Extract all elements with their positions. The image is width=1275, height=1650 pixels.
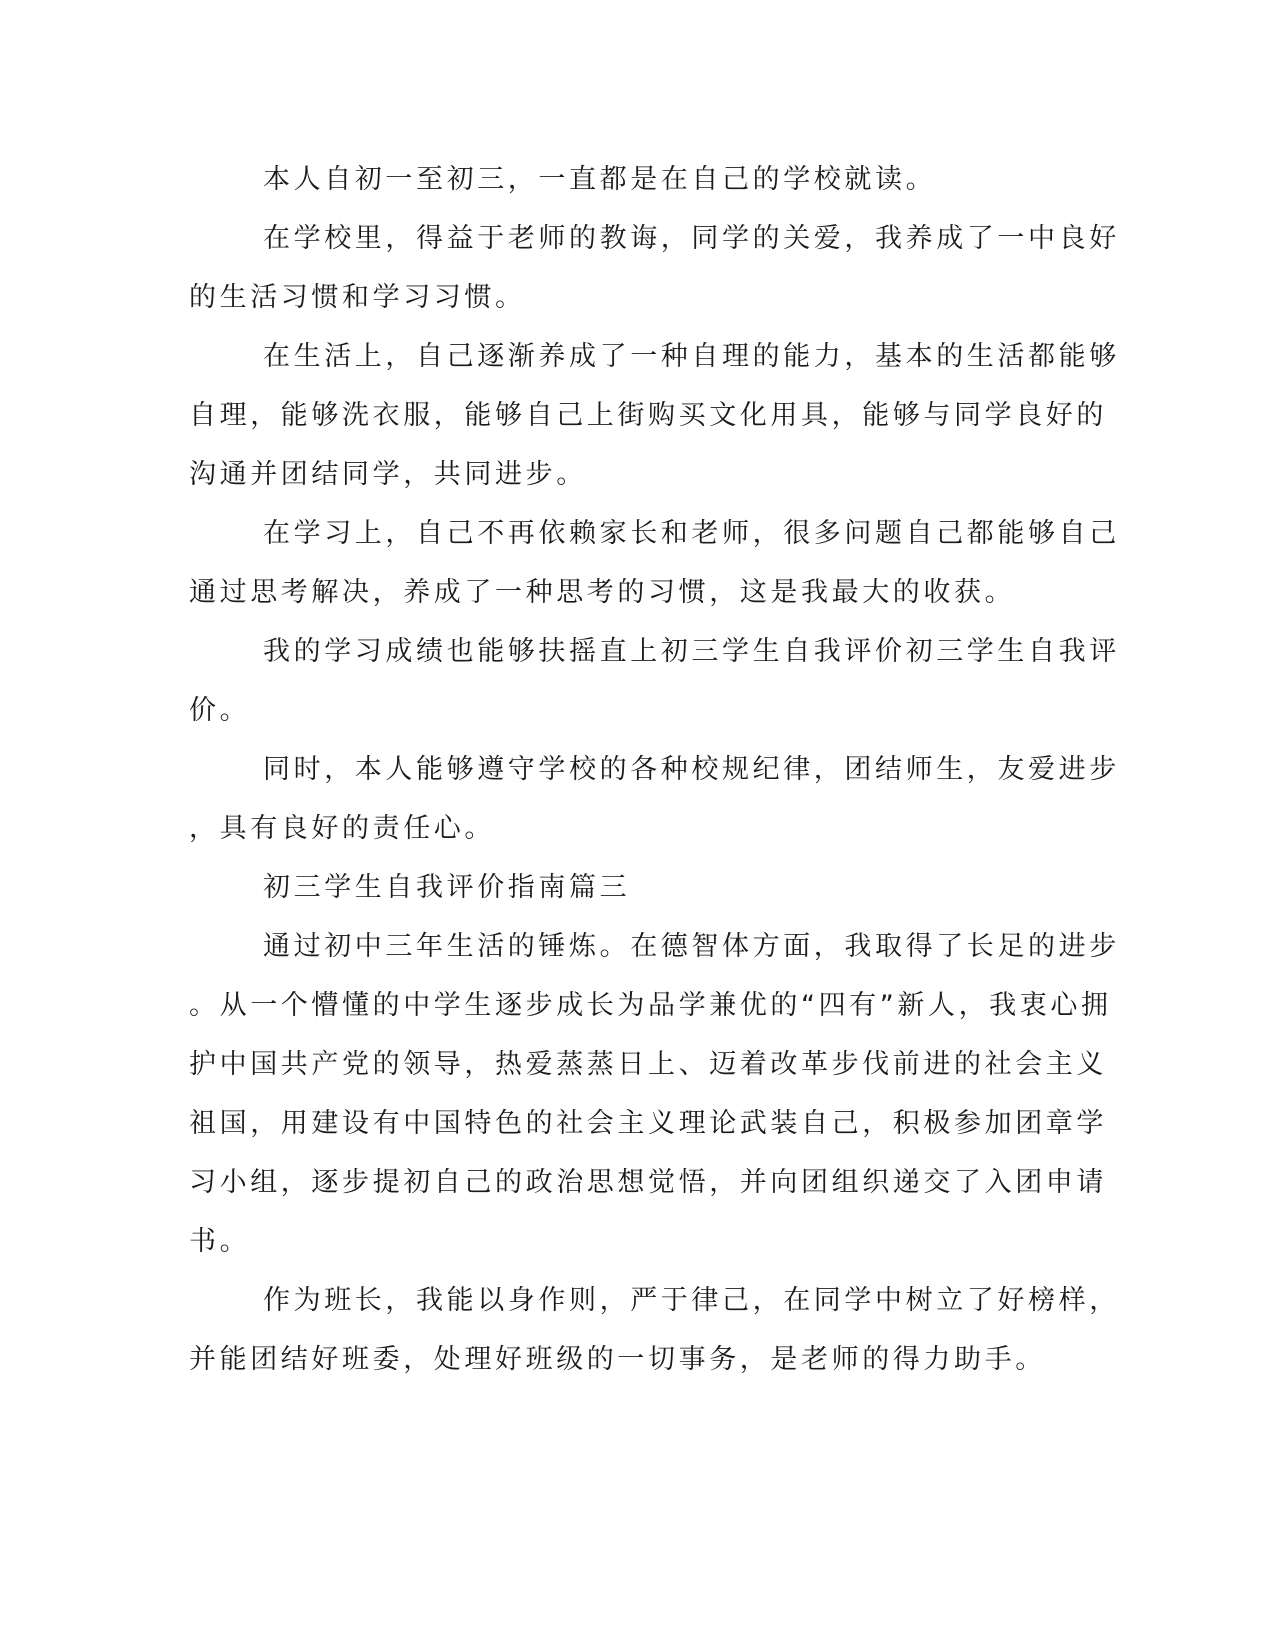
text-line: 在学校里，得益于老师的教诲，同学的关爱，我养成了一中良好 [263, 223, 1120, 254]
text-line: 同时，本人能够遵守学校的各种校规纪律，团结师生，友爱进步 [263, 754, 1120, 785]
text-line: 价。 [189, 695, 251, 726]
text-line: 习小组，逐步提初自己的政治思想觉悟，并向团组织递交了入团申请 [189, 1167, 1107, 1198]
section-heading: 初三学生自我评价指南篇三 [263, 872, 631, 903]
text-line: ，具有良好的责任心。 [189, 813, 495, 844]
text-line: 护中国共产党的领导，热爱蒸蒸日上、迈着改革步伐前进的社会主义 [189, 1049, 1107, 1080]
text-line: 本人自初一至初三，一直都是在自己的学校就读。 [263, 164, 937, 195]
text-line: 沟通并团结同学，共同进步。 [189, 459, 587, 490]
text-line: 在生活上，自己逐渐养成了一种自理的能力，基本的生活都能够 [263, 341, 1120, 372]
text-line: 通过思考解决，养成了一种思考的习惯，这是我最大的收获。 [189, 577, 1016, 608]
text-line: 通过初中三年生活的锤炼。在德智体方面，我取得了长足的进步 [263, 931, 1120, 962]
text-line: 祖国，用建设有中国特色的社会主义理论武装自己，积极参加团章学 [189, 1108, 1107, 1139]
text-line: 并能团结好班委，处理好班级的一切事务，是老师的得力助手。 [189, 1344, 1046, 1375]
text-line: 。从一个懵懂的中学生逐步成长为品学兼优的“四有”新人，我衷心拥 [189, 990, 1112, 1021]
text-line: 的生活习惯和学习习惯。 [189, 282, 526, 313]
text-line: 作为班长，我能以身作则，严于律己，在同学中树立了好榜样， [263, 1285, 1120, 1316]
text-line: 自理，能够洗衣服，能够自己上街购买文化用具，能够与同学良好的 [189, 400, 1107, 431]
text-line: 书。 [189, 1226, 251, 1257]
text-line: 在学习上，自己不再依赖家长和老师，很多问题自己都能够自己 [263, 518, 1120, 549]
text-line: 我的学习成绩也能够扶摇直上初三学生自我评价初三学生自我评 [263, 636, 1120, 667]
